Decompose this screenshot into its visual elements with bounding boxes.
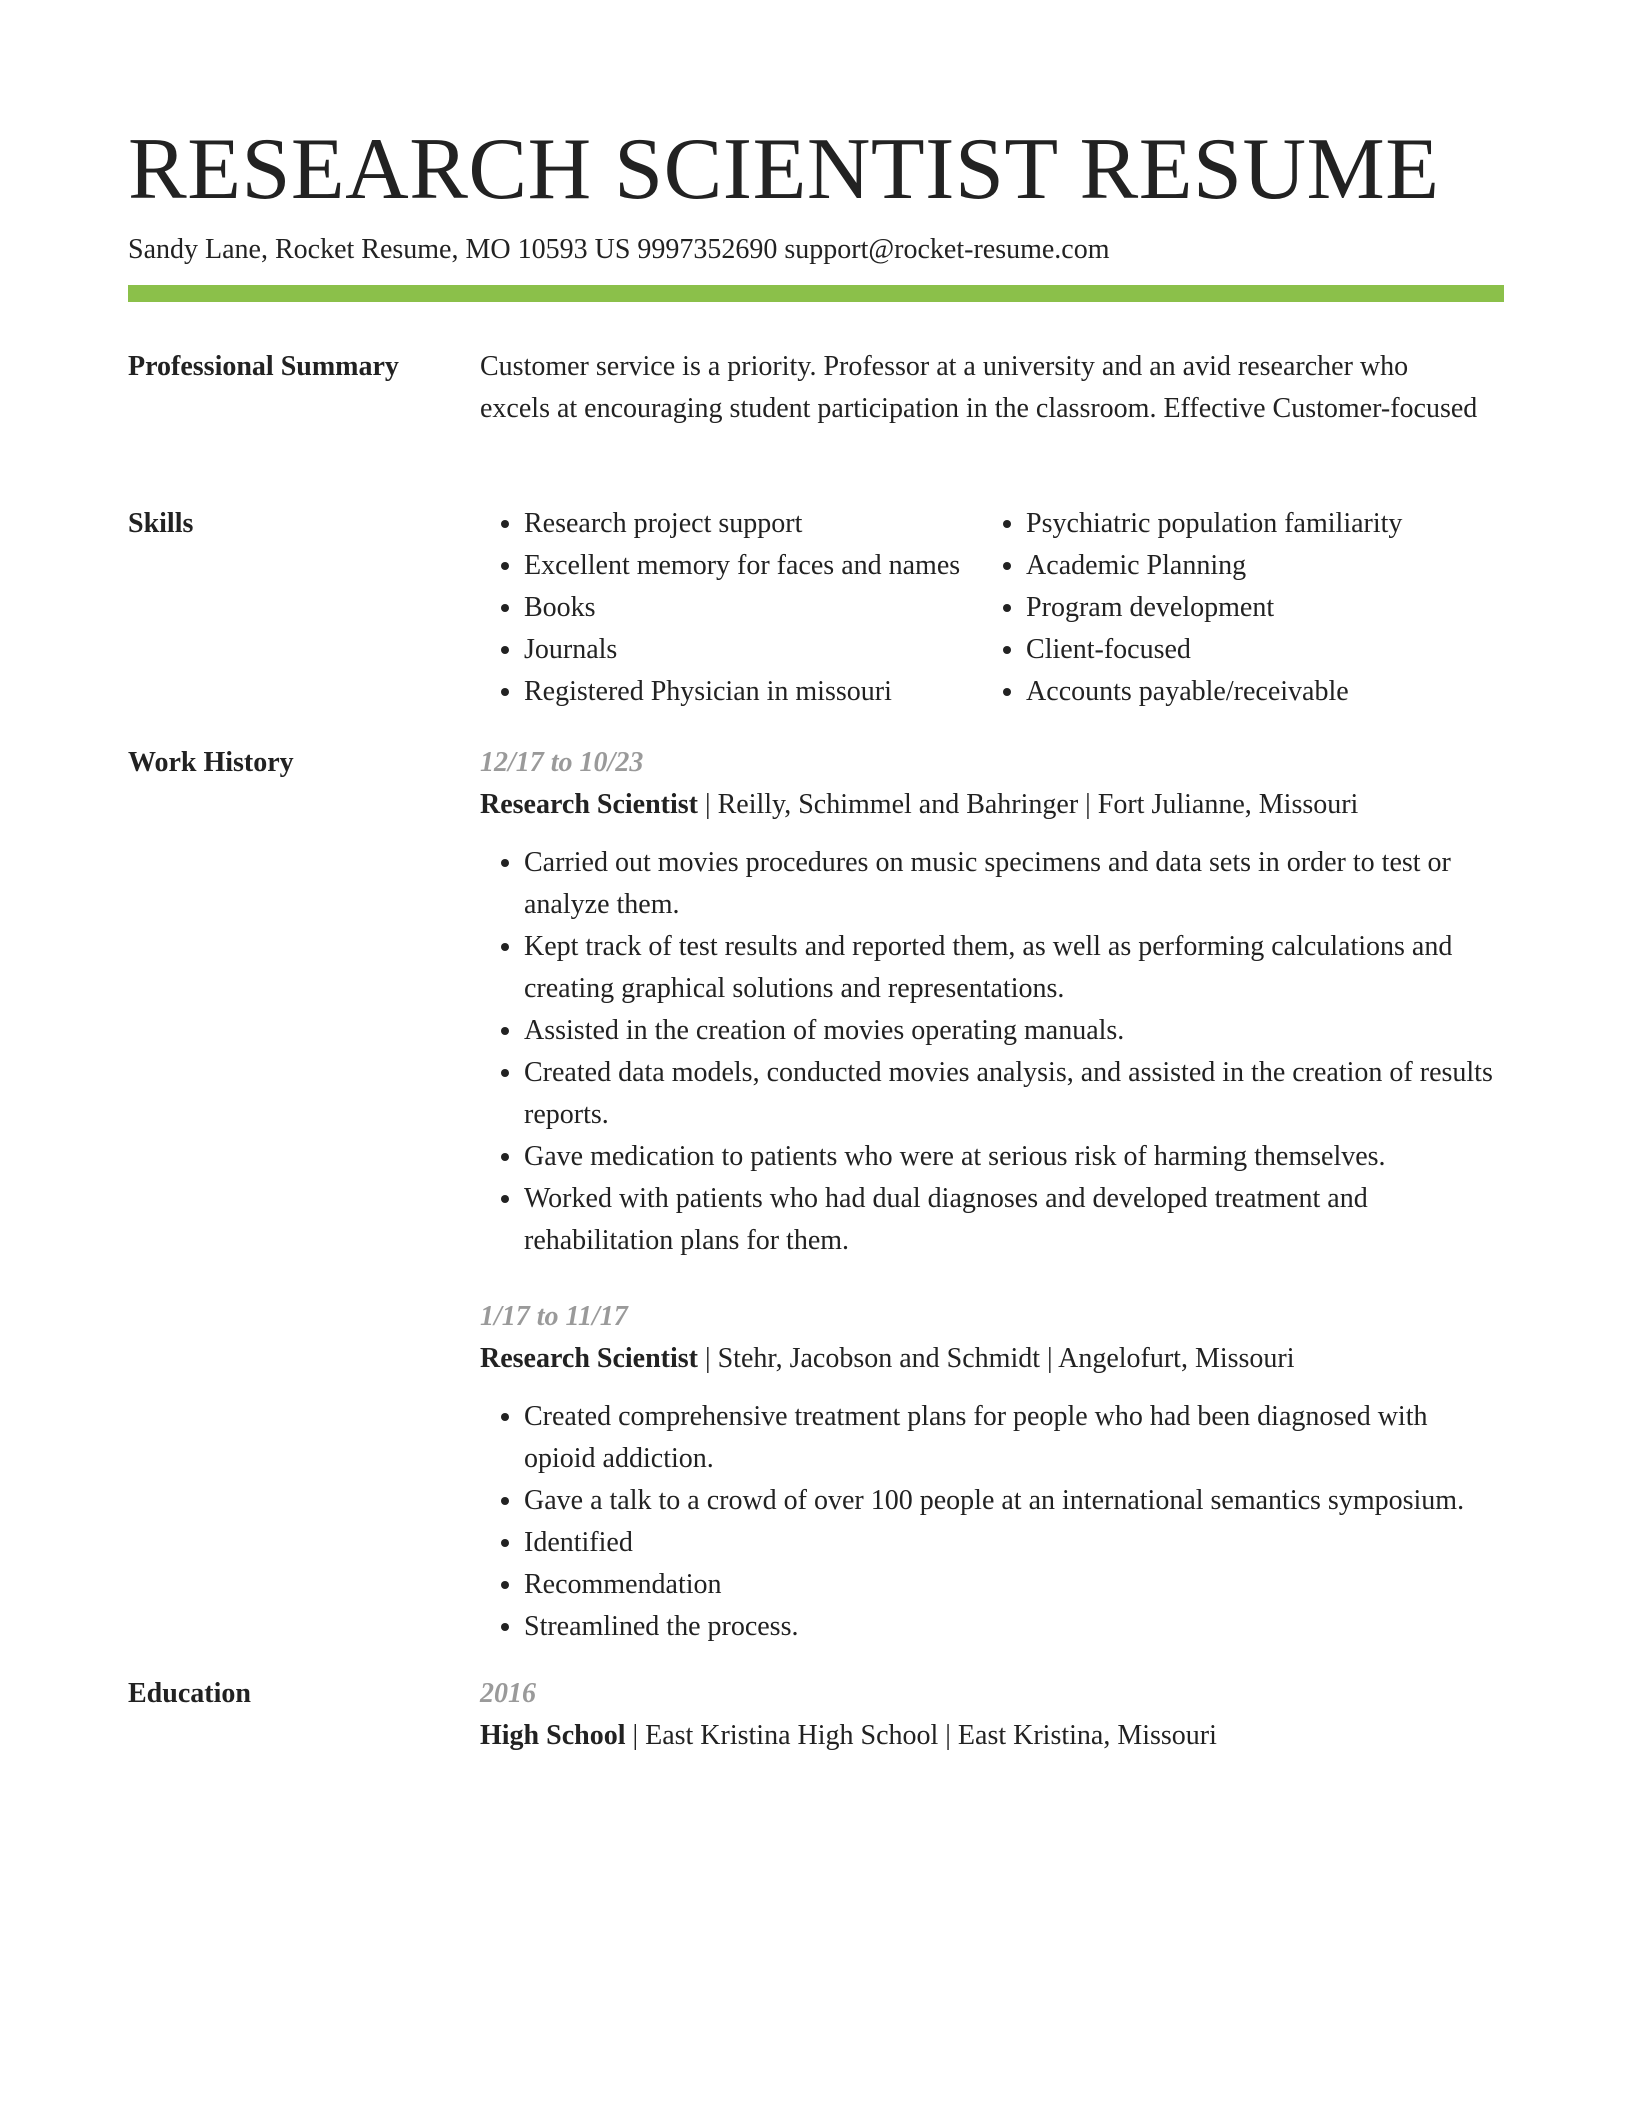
job-duty-item: • Recommendation [524,1564,1504,1606]
job-duty-item: • Worked with patients who had dual diagnoses and developed treatment and rehabilitation plans for them. [524,1178,1504,1262]
skill-item: • Academic Planning [1026,545,1504,587]
job-location: Fort Julianne, Missouri [1097,789,1359,820]
job-entry [480,1296,1504,1648]
skill-item: • Excellent memory for faces and names [524,545,982,587]
skill-item: • Client-focused [1026,629,1504,671]
education-degree: High School [480,1720,626,1751]
skill-item: • Registered Physician in missouri [524,671,982,713]
separator: | [1085,789,1091,820]
job-duties [480,1396,1504,1648]
separator: | [1047,1343,1053,1374]
education-date: 2016 [480,1678,536,1709]
work-history-heading: Work History [128,747,294,778]
job-duty-item: • Kept track of test results and reported them, as well as performing calculations and creating graphical solutions and representations. [524,926,1504,1010]
skills-column-right [982,503,1504,713]
contact-info: Sandy Lane, Rocket Resume, MO 10593 US 9997352690 support@rocket-resume.com [128,234,1110,265]
education-heading: Education [128,1678,251,1709]
separator: | [705,789,711,820]
job-heading-line [480,784,1504,826]
skill-item: • Psychiatric population familiarity [1026,503,1504,545]
skill-item: • Accounts payable/receivable [1026,671,1504,713]
skill-item: • Research project support [524,503,982,545]
job-dates: 1/17 to 11/17 [480,1301,628,1332]
work-history-body [480,742,1504,1648]
job-duty-item: • Created data models, conducted movies analysis, and assisted in the creation of results reports. [524,1052,1504,1136]
job-duty-item: • Gave a talk to a crowd of over 100 people at an international semantics symposium. [524,1480,1504,1522]
skills-heading: Skills [128,508,194,539]
skill-item: • Books [524,587,982,629]
separator: | [945,1720,951,1751]
job-entry [480,742,1504,1262]
job-location: Angelofurt, Missouri [1058,1343,1295,1374]
job-duties [480,842,1504,1262]
job-title: Research Scientist [480,1343,698,1374]
education-school: East Kristina High School [645,1720,939,1751]
skills-column-left [480,503,982,713]
job-dates: 12/17 to 10/23 [480,747,644,778]
summary-heading: Professional Summary [128,351,399,382]
job-duty-item: • Carried out movies procedures on music specimens and data sets in order to test or analyze them. [524,842,1504,926]
job-duty-item: • Identified [524,1522,1504,1564]
header-divider [128,285,1504,302]
job-company: Reilly, Schimmel and Bahringer [717,789,1079,820]
skill-item: • Journals [524,629,982,671]
job-duty-item: • Assisted in the creation of movies operating manuals. [524,1010,1504,1052]
job-title: Research Scientist [480,789,698,820]
job-duty-item: • Streamlined the process. [524,1606,1504,1648]
skills-body [480,503,1504,713]
education-line [480,1715,1504,1757]
skill-item: • Program development [1026,587,1504,629]
job-company: Stehr, Jacobson and Schmidt [717,1343,1041,1374]
education-body [480,1673,1504,1757]
separator: | [705,1343,711,1374]
summary-body [480,346,1504,430]
education-location: East Kristina, Missouri [957,1720,1217,1751]
summary-text: Customer service is a priority. Professor at a university and an avid researcher who excels at encouraging student participation in the classroom. Effective Customer-focused [480,351,1478,424]
job-duty-item: • Created comprehensive treatment plans for people who had been diagnosed with opioid addiction. [524,1396,1504,1480]
job-duty-item: • Gave medication to patients who were at serious risk of harming themselves. [524,1136,1504,1178]
resume-title: RESEARCH SCIENTIST RESUME [128,121,1440,218]
job-heading-line [480,1338,1504,1380]
separator: | [632,1720,639,1751]
